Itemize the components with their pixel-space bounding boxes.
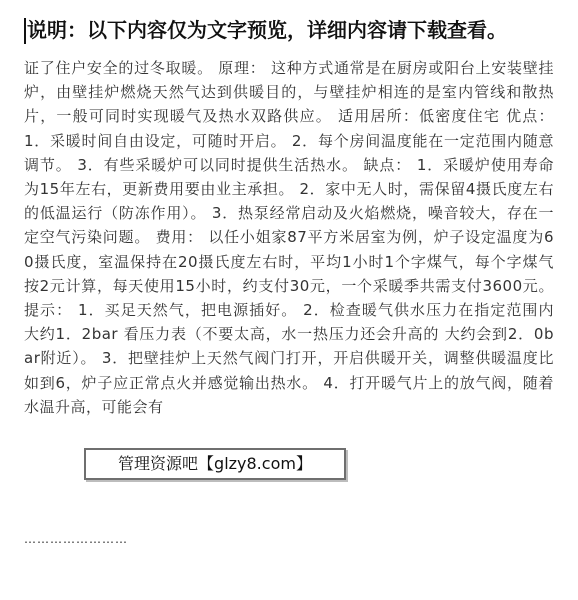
watermark-label: 管理资源吧【glzy8.com】 [84,448,346,480]
preview-notice: 说明：以下内容仅为文字预览，详细内容请下载查看。 [27,18,507,42]
text-cursor [24,18,26,44]
continuation-ellipsis: …………………… [24,532,128,546]
document-body-text: 证了住户安全的过冬取暖。 原理： 这种方式通常是在厨房或阳台上安装壁挂炉，由壁挂炉燃烧天然气达到供暖目的，与壁挂炉相连的是室内管线和散热片，一般可同时实现暖气及热水双路供应。 适用居所：低密度住宅 优点： 1．采暖时间自由设定，可随时开启。 2．每个房间温度能在一定范围内随意调节。 3．有些采暖炉可以同时提供生活热水。 缺点： 1．采暖炉使用寿命为15年左右，更新费用要由业主承担。 2．家中无人时，需保留4摄氏度左右的低温运行（防冻作用）。 3．热泵经常启动及火焰燃烧，噪音较大，存在一定空气污染问题。 费用： 以任小姐家87平方米居室为例，炉子设定温度为60摄氏度，室温保持在20摄氏度左右时，平均1小时1个字煤气，每个字煤气按2元计算，每天使用15小时，约支付30元，一个采暖季共需支付3600元。 提示： 1．买足天然气，把电源插好。 2．检查暖气供水压力在指定范围内 大约1．2bar 看压力表（不要太高，水一热压力还会升高的 大约会到2．0bar附近）。 3．把壁挂炉上天然气阀门打开，开启供暖开关，调整供暖温度比如到6，炉子应正常点火并感觉输出热水。 4．打开暖气片上的放气阀，随着水温升高，可能会有 [24,59,554,416]
